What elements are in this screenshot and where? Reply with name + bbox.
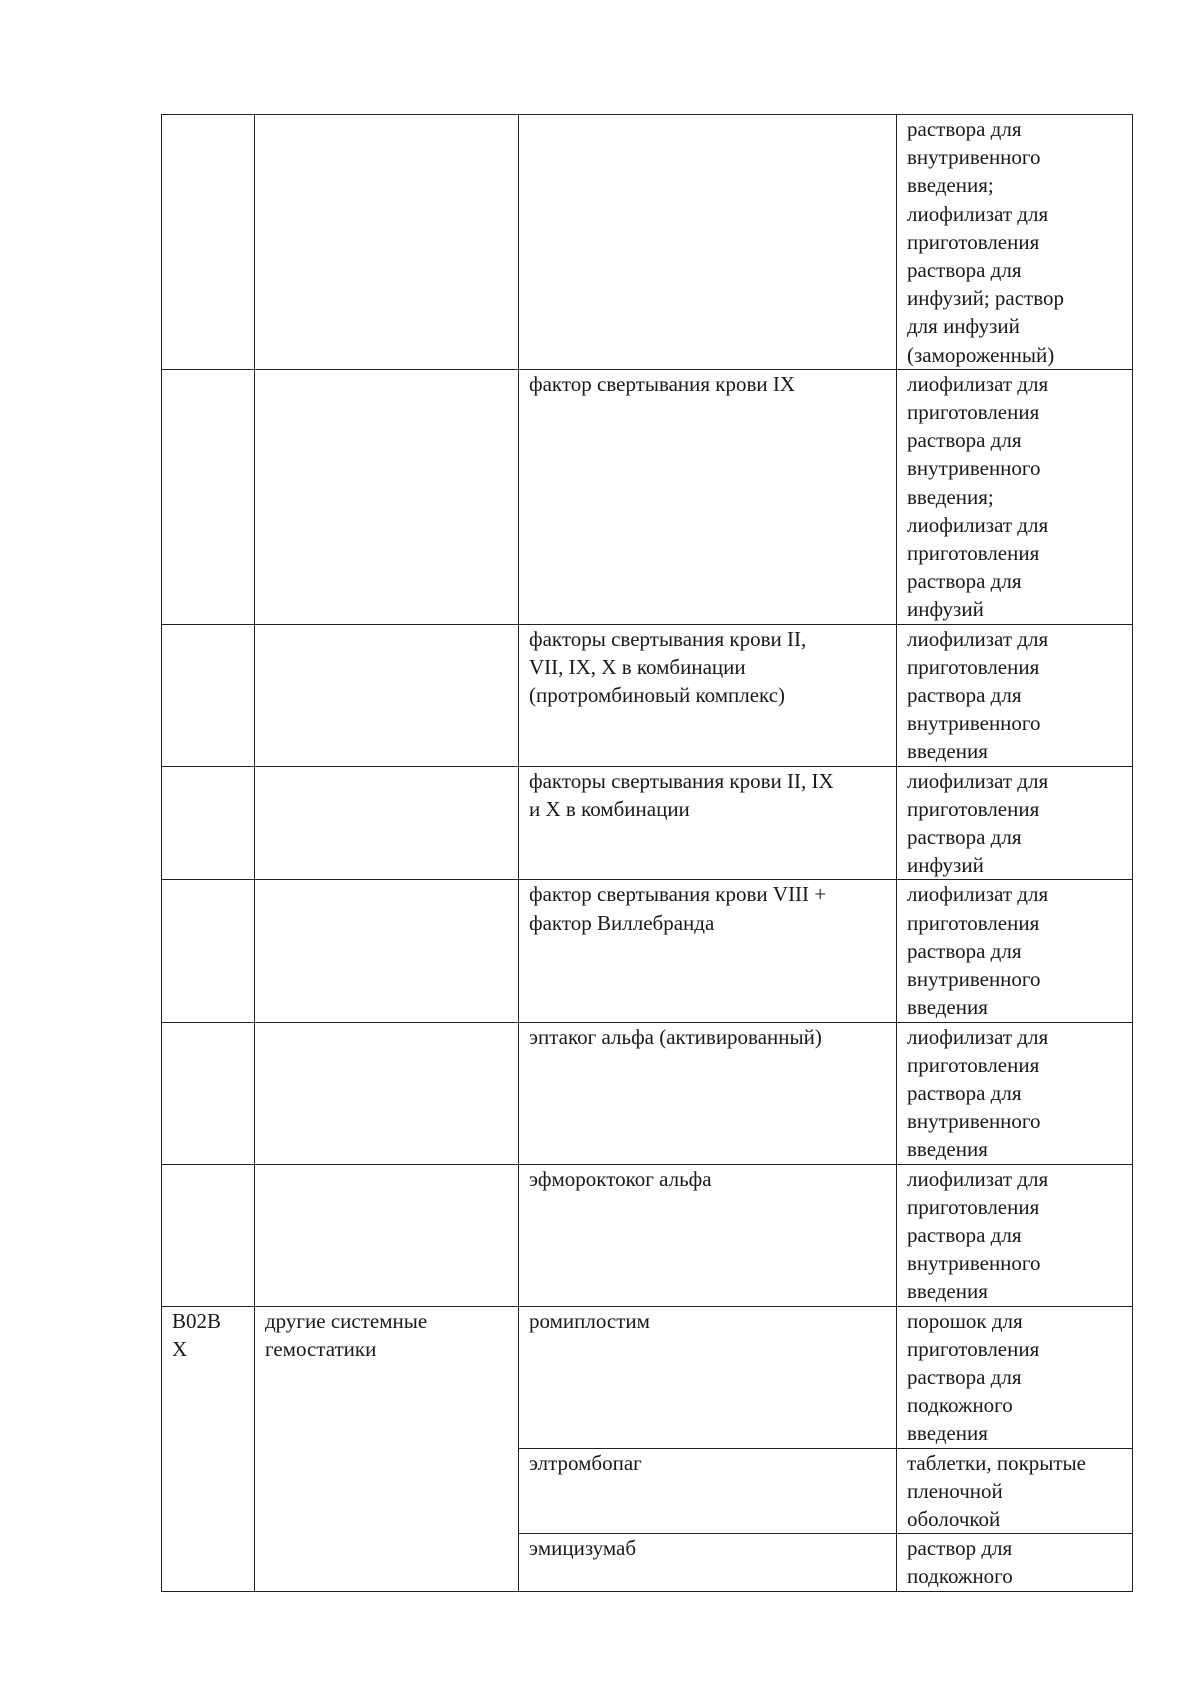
dosage-form-cell: раствор для подкожного [897, 1534, 1133, 1591]
drug-name-cell: факторы свертывания крови II, IX и X в комбинации [519, 766, 897, 880]
dosage-form-cell: лиофилизат для приготовления раствора для внутривенного введения [897, 880, 1133, 1022]
dosage-form-cell: порошок для приготовления раствора для подкожного введения [897, 1306, 1133, 1448]
group-cell [255, 880, 519, 1022]
table-row [162, 1164, 1133, 1306]
dosage-form-cell: лиофилизат для приготовления раствора для внутривенного введения [897, 1022, 1133, 1164]
group-cell [255, 369, 519, 624]
table-row [162, 1306, 1133, 1448]
table-row [162, 880, 1133, 1022]
dosage-form-cell: лиофилизат для приготовления раствора для инфузий [897, 766, 1133, 880]
group-cell [255, 1022, 519, 1164]
atc-code-cell [162, 115, 255, 370]
dosage-form-cell: лиофилизат для приготовления раствора для внутривенного введения; лиофилизат для приготовления раствора для инфузий [897, 369, 1133, 624]
atc-code-cell [162, 766, 255, 880]
dosage-form-cell: раствора для внутривенного введения; лиофилизат для приготовления раствора для инфузий; раствор для инфузий (замороженный) [897, 115, 1133, 370]
table-row [162, 766, 1133, 880]
drug-table [161, 114, 1133, 1592]
group-cell [255, 766, 519, 880]
drug-name-cell: эфмороктоког альфа [519, 1164, 897, 1306]
atc-code-cell [162, 1164, 255, 1306]
drug-name-cell: факторы свертывания крови II, VII, IX, X в комбинации (протромбиновый комплекс) [519, 624, 897, 766]
table-row [162, 369, 1133, 624]
atc-code-cell [162, 880, 255, 1022]
dosage-form-cell: таблетки, покрытые пленочной оболочкой [897, 1448, 1133, 1534]
group-cell [255, 1164, 519, 1306]
drug-name-cell: фактор свертывания крови IX [519, 369, 897, 624]
drug-name-cell: эптаког альфа (активированный) [519, 1022, 897, 1164]
atc-code-cell: B02B X [162, 1306, 255, 1591]
table-row [162, 1022, 1133, 1164]
table-row [162, 624, 1133, 766]
group-cell: другие системные гемостатики [255, 1306, 519, 1591]
table-row [162, 115, 1133, 370]
drug-name-cell: элтромбопаг [519, 1448, 897, 1534]
drug-name-cell: фактор свертывания крови VIII + фактор Виллебранда [519, 880, 897, 1022]
drug-name-cell: эмицизумаб [519, 1534, 897, 1591]
atc-code-cell [162, 1022, 255, 1164]
dosage-form-cell: лиофилизат для приготовления раствора для внутривенного введения [897, 624, 1133, 766]
group-cell [255, 624, 519, 766]
drug-name-cell [519, 115, 897, 370]
atc-code-cell [162, 624, 255, 766]
atc-code-cell [162, 369, 255, 624]
drug-name-cell: ромиплостим [519, 1306, 897, 1448]
dosage-form-cell: лиофилизат для приготовления раствора для внутривенного введения [897, 1164, 1133, 1306]
group-cell [255, 115, 519, 370]
